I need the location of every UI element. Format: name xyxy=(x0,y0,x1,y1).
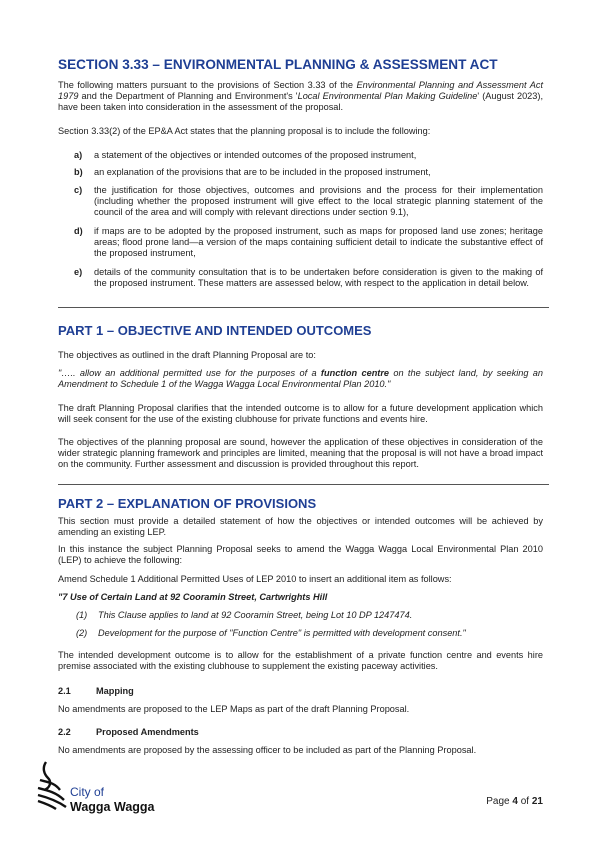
page-current: 4 xyxy=(512,796,518,807)
list-item xyxy=(58,267,543,289)
list-text: a statement of the objectives or intended outcomes of the proposed instrument, xyxy=(94,150,417,160)
section-divider xyxy=(58,307,549,308)
part2-para1: This section must provide a detailed statement of how the objectives or intended outcomes will be achieved by amending an existing LEP. xyxy=(58,516,543,537)
quote-text: on the subject land, by seeking an Amendment to Schedule 1 of the Wagga Wagga Local Environmental Plan 2010." xyxy=(58,368,544,389)
part1-para1: The draft Planning Proposal clarifies that the intended outcome is to allow for a future development application which will seek consent for the use of the existing clubhouse for private functions and events hire. xyxy=(58,403,543,424)
wave-icon xyxy=(36,760,72,810)
list-text: details of the community consultation that is to be undertaken before consideration is given to the making of the proposed instrument. These matters are assessed below, with respect to the application in detail below. xyxy=(94,267,543,288)
list-item xyxy=(58,226,543,259)
clause-item xyxy=(76,610,543,621)
part1-title: PART 1 – OBJECTIVE AND INTENDED OUTCOMES xyxy=(58,323,372,338)
subsection-number: 2.2 xyxy=(58,727,71,737)
clause-marker: (1) xyxy=(76,610,88,620)
quote-emphasis: function centre xyxy=(320,368,390,378)
subsection-heading xyxy=(58,727,199,738)
list-marker: c) xyxy=(74,185,83,195)
list-text: if maps are to be adopted by the proposed instrument, such as maps for proposed land use zones; heritage areas; flood prone land—a version of the maps containing sufficient detail to indicate the substantive effect of the proposed instrument, xyxy=(94,226,543,258)
list-marker: e) xyxy=(74,267,83,277)
page-total: 21 xyxy=(531,796,543,807)
clause-title: "7 Use of Certain Land at 92 Cooramin Street, Cartwrights Hill xyxy=(58,592,328,602)
part1-para2: The objectives of the planning proposal are sound, however the application of these objectives in consideration of the wider strategic planning framework and principles are limited, meaning that the proposal is will not have a broad impact on the community. Further assessment and discussion is provided throughout this report. xyxy=(58,437,543,469)
section-lead: Section 3.33(2) of the EP&A Act states that the planning proposal is to include the following: xyxy=(58,126,431,136)
clause-marker: (2) xyxy=(76,628,88,638)
section-title: SECTION 3.33 – ENVIRONMENTAL PLANNING & ASSESSMENT ACT xyxy=(58,57,498,72)
subsection-number: 2.1 xyxy=(58,686,71,696)
clause-text: Development for the purpose of "Function Centre" is permitted with development consent." xyxy=(98,628,466,638)
subsection-title: Proposed Amendments xyxy=(96,727,199,737)
clause-item xyxy=(76,628,543,639)
section-divider xyxy=(58,484,549,485)
part2-title: PART 2 – EXPLANATION OF PROVISIONS xyxy=(58,496,317,511)
page-number xyxy=(486,796,543,807)
subsection-text: No amendments are proposed to the LEP Maps as part of the draft Planning Proposal. xyxy=(58,704,410,714)
act-name: Environmental Planning and Assessment Act 1979 xyxy=(58,80,544,101)
list-item xyxy=(58,185,543,218)
quote-text: "….. allow an additional permitted use for the purposes of a xyxy=(58,368,321,378)
intro-text: ' (August 2023), have been taken into consideration in the assessment of the proposal. xyxy=(58,91,544,112)
intro-text: The following matters pursuant to the provisions of Section 3.33 of the xyxy=(58,80,357,90)
list-item xyxy=(58,167,543,178)
part2-para4: The intended development outcome is to allow for the establishment of a private function centre and events hire premise associated with the existing clubhouse to supplement the existing paceway activities. xyxy=(58,650,543,671)
list-marker: d) xyxy=(74,226,83,236)
section-intro xyxy=(58,80,543,113)
clause-text: This Clause applies to land at 92 Cooramin Street, being Lot 10 DP 1247474. xyxy=(98,610,413,620)
list-text: the justification for those objectives, outcomes and provisions and the process for their implementation (including whether the proposed instrument will give effect to the local strategic planning statement of the council of the area and will comply with relevant directions under section 9.1), xyxy=(94,185,543,217)
page-mid: of xyxy=(517,796,532,807)
part2-para3: Amend Schedule 1 Additional Permitted Uses of LEP 2010 to insert an additional item as follows: xyxy=(58,574,452,584)
part1-lead: The objectives as outlined in the draft Planning Proposal are to: xyxy=(58,350,316,360)
logo-line-1: City of xyxy=(70,785,105,799)
guideline-name: Local Environmental Plan Making Guideline xyxy=(297,91,478,101)
page-prefix: Page xyxy=(486,796,513,807)
subsection-text: No amendments are proposed by the assessing officer to be included as part of the Planning Proposal. xyxy=(58,745,477,755)
subsection-heading xyxy=(58,686,134,697)
part1-quote xyxy=(58,368,543,390)
intro-text: and the Department of Planning and Environment's ' xyxy=(78,91,298,101)
subsection-title: Mapping xyxy=(96,686,134,696)
part2-para2: In this instance the subject Planning Proposal seeks to amend the Wagga Wagga Local Environmental Plan 2010 (LEP) to achieve the following: xyxy=(58,544,543,565)
list-marker: a) xyxy=(74,150,83,160)
logo-line-2: Wagga Wagga xyxy=(70,800,155,814)
list-text: an explanation of the provisions that are to be included in the proposed instrument, xyxy=(94,167,431,177)
list-item xyxy=(58,150,543,161)
list-marker: b) xyxy=(74,167,83,177)
council-logo xyxy=(36,760,176,820)
